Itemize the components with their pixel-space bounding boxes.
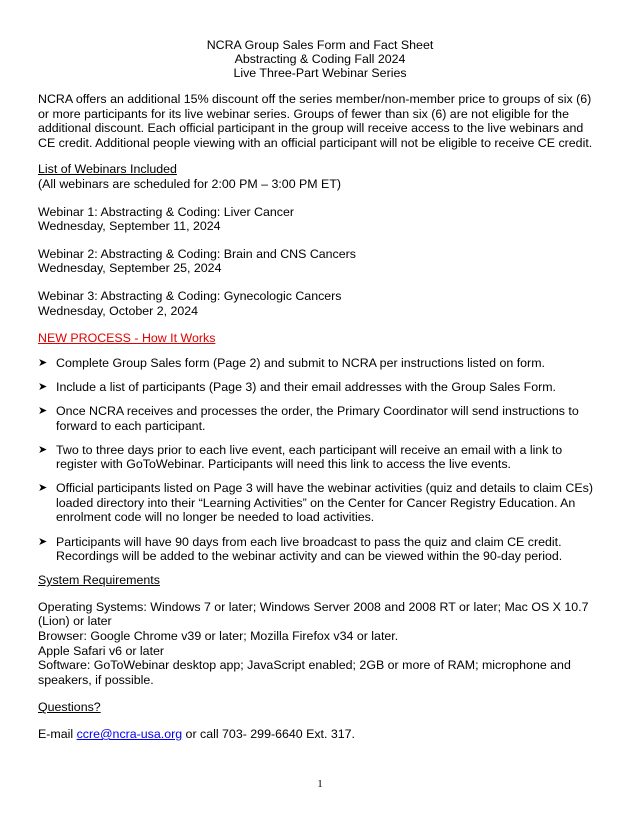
system-software: Software: GoToWebinar desktop app; JavaScript enabled; 2GB or more of RAM; microphone and speakers, if possible. xyxy=(38,658,571,687)
webinar-name: Webinar 1: Abstracting & Coding: Liver Cancer xyxy=(38,204,294,219)
email-link[interactable]: ccre@ncra-usa.org xyxy=(76,727,183,741)
questions-title: Questions? xyxy=(38,700,101,715)
arrowhead-bullet-icon: ➤ xyxy=(38,482,48,495)
webinar-date: Wednesday, September 25, 2024 xyxy=(38,261,222,276)
page-number: 1 xyxy=(317,778,323,790)
webinar-name: Webinar 3: Abstracting & Coding: Gynecologic Cancers xyxy=(38,288,342,303)
process-steps-list xyxy=(38,356,602,564)
process-step-text: Participants will have 90 days from each live broadcast to pass the quiz and claim CE credit. Recordings will be added to the webinar activity and can be viewed within the 90-day period. xyxy=(56,534,563,564)
webinars-section xyxy=(38,162,602,191)
intro-paragraph: NCRA offers an additional 15% discount off the series member/non-member price to groups of six (6) or more participants for its live webinar series. Groups of fewer than six (6) are not eligible for the additional discount. Each official participant in the group will receive access to the live webinars and CE credit. Additional people viewing with an official participant will not be eligible to receive CE credit. xyxy=(38,92,593,150)
arrowhead-bullet-icon: ➤ xyxy=(38,443,48,456)
webinar-item xyxy=(38,205,602,234)
process-step xyxy=(38,535,602,564)
arrowhead-bullet-icon: ➤ xyxy=(38,535,48,548)
process-step-text: Once NCRA receives and processes the order, the Primary Coordinator will send instructions to forward to each participant. xyxy=(56,403,579,433)
webinar-item xyxy=(38,289,602,318)
webinar-name: Webinar 2: Abstracting & Coding: Brain and CNS Cancers xyxy=(38,246,356,261)
questions-contact xyxy=(38,727,602,742)
process-step-text: Official participants listed on Page 3 will have the webinar activities (quiz and details to claim CEs) loaded directory into their “Learning Activities” on the Center for Cancer Registry Education. An enrolment code will no longer be needed to load activities. xyxy=(56,481,593,525)
system-os: Operating Systems: Windows 7 or later; Windows Server 2008 and 2008 RT or later; Mac OS X 10.7 (Lion) or later xyxy=(38,599,589,629)
webinars-title: List of Webinars Included xyxy=(38,162,177,177)
header-title: NCRA Group Sales Form and Fact Sheet xyxy=(206,38,434,52)
contact-prefix: E-mail xyxy=(38,727,77,741)
process-step-text: Include a list of participants (Page 3) and their email addresses with the Group Sales Form. xyxy=(56,379,556,394)
arrowhead-bullet-icon: ➤ xyxy=(38,404,48,417)
system-safari: Apple Safari v6 or later xyxy=(38,643,165,658)
process-step xyxy=(38,443,602,472)
process-step-text: Two to three days prior to each live event, each participant will receive an email with a link to register with GoToWebinar. Participants will need this link to access the live events. xyxy=(56,442,563,472)
header-subtitle: Abstracting & Coding Fall 2024 xyxy=(234,52,406,66)
document-header xyxy=(38,38,602,80)
webinars-schedule-note: (All webinars are scheduled for 2:00 PM – 3:00 PM ET) xyxy=(38,176,342,191)
system-browser: Browser: Google Chrome v39 or later; Mozilla Firefox v34 or later. xyxy=(38,629,399,644)
process-title: NEW PROCESS - How It Works xyxy=(38,331,216,346)
contact-suffix: or call 703- 299-6640 Ext. 317. xyxy=(182,727,355,741)
header-series: Live Three-Part Webinar Series xyxy=(233,66,407,80)
system-requirements xyxy=(38,600,602,688)
arrowhead-bullet-icon: ➤ xyxy=(38,356,48,369)
webinar-item xyxy=(38,247,602,276)
process-step xyxy=(38,356,602,371)
webinar-date: Wednesday, October 2, 2024 xyxy=(38,303,199,318)
system-requirements-title: System Requirements xyxy=(38,573,160,588)
process-step xyxy=(38,404,602,433)
process-step xyxy=(38,380,602,395)
process-step-text: Complete Group Sales form (Page 2) and submit to NCRA per instructions listed on form. xyxy=(56,355,545,370)
webinar-date: Wednesday, September 11, 2024 xyxy=(38,219,221,234)
arrowhead-bullet-icon: ➤ xyxy=(38,380,48,393)
process-step xyxy=(38,481,602,525)
